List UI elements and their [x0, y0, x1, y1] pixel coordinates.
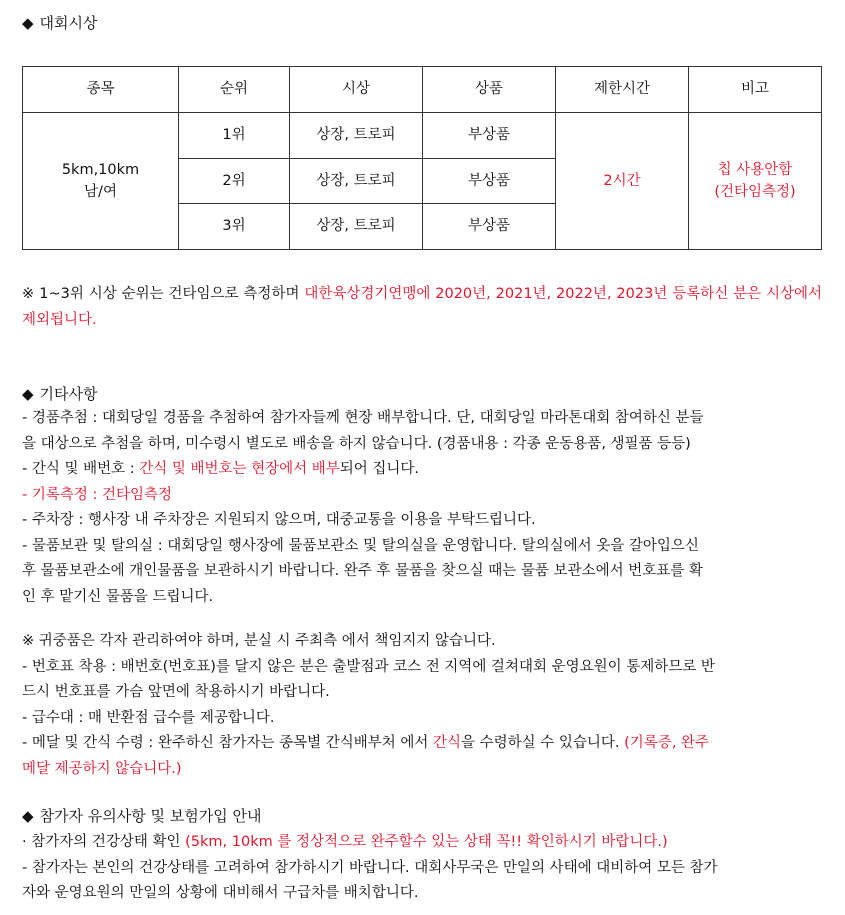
awards-table — [22, 66, 822, 250]
rank-cell: 2위 — [179, 158, 290, 204]
award-cell: 상장, 트로피 — [290, 113, 423, 159]
etc-list — [22, 406, 822, 610]
award-cell: 상장, 트로피 — [290, 158, 423, 204]
table-row — [23, 113, 822, 159]
prize-draw-line: - 경품추첨 : 대회당일 경품을 추첨하여 참가자들께 현장 배부합니다. 단, 대회당일 마라톤대회 참여하신 분들 — [22, 410, 704, 426]
award-notice-exclusion: 대한육상경기연맹에 2020년, 2021년, 2022년, 2023년 등록하신 분은 시상에서 제외됩니다. — [22, 286, 822, 328]
note-line: (건타임측정) — [714, 184, 796, 200]
valuables-line: ※ 귀중품은 각자 관리하여야 하며, 분실 시 주최측 에서 책임지지 않습니다. — [22, 633, 496, 649]
prize-draw-line: 을 대상으로 추첨을 하며, 미수령시 별도로 배송을 하지 않습니다. (경품내용 : 각종 운동용품, 생필품 등등) — [22, 435, 691, 452]
category-gender: 남/여 — [84, 184, 117, 200]
participant-line: - 참가자는 본인의 건강상태를 고려하여 참가하시기 바랍니다. 대회사무국은 만일의 사태에 대비하여 모든 참가 — [22, 859, 718, 876]
header-cell: 순위 — [179, 67, 290, 113]
participant-heading: ◆ 참가자 유의사항 및 보험가입 안내 — [22, 807, 262, 825]
storage-line: 후 물품보관소에 개인물품을 보관하시기 바랍니다. 완주 후 물품을 찾으실 때는 물품 보관소에서 번호표를 확 — [22, 563, 703, 579]
table-header-row — [23, 67, 822, 113]
awards-heading: ◆ 대회시상 — [22, 14, 98, 32]
note-cell — [689, 113, 822, 250]
award-notice-text: ※ 1~3위 시상 순위는 건타임으로 측정하며 — [22, 286, 305, 302]
record-line: - 기록측정 : 건타임측정 — [22, 486, 173, 503]
storage-line: 인 후 맡기신 물품을 드립니다. — [22, 588, 214, 605]
valuables-list — [22, 629, 822, 782]
prize-cell: 부상품 — [423, 204, 556, 250]
rank-cell: 3위 — [179, 204, 290, 250]
storage-line: - 물품보관 및 탈의실 : 대회당일 행사장에 물품보관소 및 탈의실을 운영합니다. 탈의실에서 옷을 갈아입으신 — [22, 537, 699, 554]
note-line: 칩 사용안함 — [717, 161, 793, 178]
header-cell: 시상 — [290, 67, 423, 113]
time-limit-cell: 2시간 — [556, 113, 689, 250]
prize-cell: 부상품 — [423, 158, 556, 204]
participant-line: 자와 운영요원의 만일의 상황에 대비해서 구급차를 배치합니다. — [22, 885, 419, 901]
category-distance: 5km,10km — [61, 161, 140, 178]
parking-line: - 주차장 : 행사장 내 주차장은 지원되지 않으며, 대중교통을 이용을 부탁드립니다. — [22, 512, 536, 528]
category-cell — [23, 113, 179, 250]
etc-heading: ◆ 기타사항 — [22, 385, 98, 403]
rank-cell: 1위 — [179, 113, 290, 159]
award-cell: 상장, 트로피 — [290, 204, 423, 250]
participant-list — [22, 830, 822, 907]
medal-line: 메달 제공하지 않습니다.) — [22, 760, 182, 777]
diamond-icon: ◆ — [22, 385, 34, 403]
prize-cell: 부상품 — [423, 113, 556, 159]
header-cell: 상품 — [423, 67, 556, 113]
diamond-icon: ◆ — [22, 14, 34, 32]
header-cell: 제한시간 — [556, 67, 689, 113]
header-cell: 종목 — [23, 67, 179, 113]
award-notice — [22, 282, 822, 333]
water-line: - 급수대 : 매 반환점 급수를 제공합니다. — [22, 709, 275, 726]
diamond-icon: ◆ — [22, 807, 34, 825]
bib-line: 드시 번호표를 가슴 앞면에 착용하시기 바랍니다. — [22, 684, 330, 700]
bib-line: - 번호표 착용 : 배번호(번호표)를 달지 않은 분은 출발점과 코스 전 지역에 걸쳐대회 운영요원이 통제하므로 반 — [22, 658, 715, 675]
health-line: · 참가자의 건강상태 확인 (5km, 10km 를 정상적으로 완주할수 있는 상태 꼭!! 확인하시기 바랍니다.) — [22, 834, 668, 850]
header-cell: 비고 — [689, 67, 822, 113]
snack-line: - 간식 및 배번호 : 간식 및 배번호는 현장에서 배부되어 집니다. — [22, 461, 420, 477]
medal-line: - 메달 및 간식 수령 : 완주하신 참가자는 종목별 간식배부처 에서 간식을 수령하실 수 있습니다. (기록증, 완주 — [22, 735, 710, 751]
